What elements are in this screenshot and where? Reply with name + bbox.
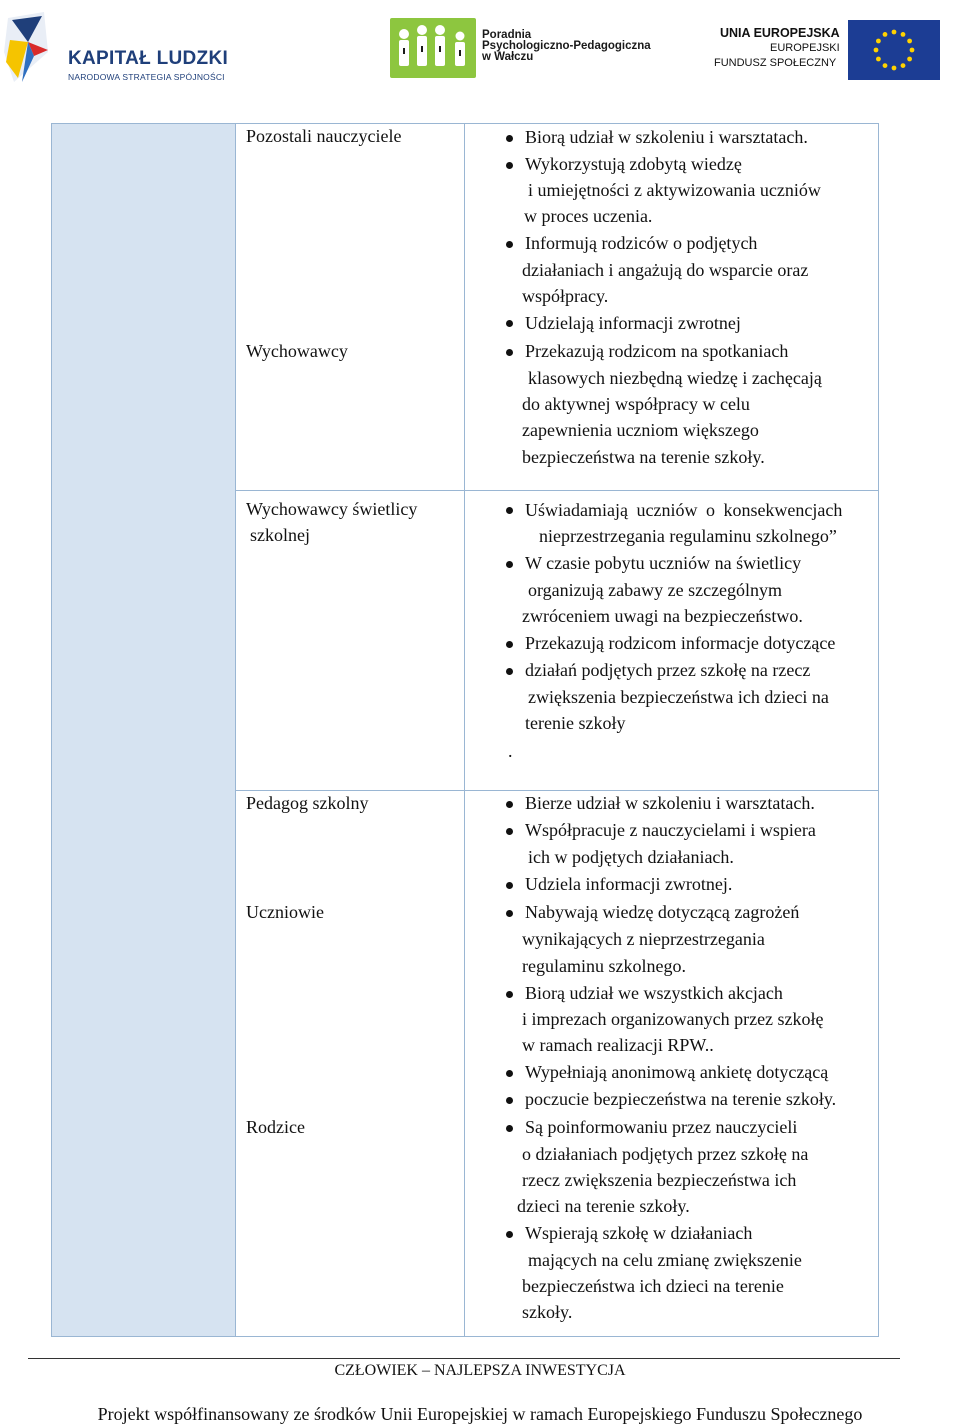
bullet-icon [506,882,513,889]
duty-line: i umiejętności z aktywizowania uczniów [528,180,821,200]
duty-line: Biorą udział w szkoleniu i warsztatach. [525,127,808,147]
duty-line: szkoły. [522,1302,573,1322]
duty-line: o działaniach podjętych przez szkołę na [522,1144,809,1164]
duty-line: Uświadamiają uczniów o konsekwencjach [525,500,843,520]
duty-line: W czasie pobytu uczniów na świetlicy [525,553,802,573]
bullet-icon [506,1231,513,1238]
duty-line: zapewnienia uczniom większego [522,420,759,440]
duty-line: bezpieczeństwa ich dzieci na terenie [522,1276,784,1296]
bullet-icon [506,801,513,808]
duty-line: Współpracuje z nauczycielami i wspiera [525,820,816,840]
duty-line: wynikających z nieprzestrzegania [522,929,765,949]
duty-line: bezpieczeństwa na terenie szkoły. [522,447,765,467]
role-label: Wychowawcy [246,341,348,361]
kapital-ludzki-star-icon [4,12,56,86]
poradnia-figures-icon [390,18,476,78]
duty-line: mających na celu zmianę zwiększenie [528,1250,802,1270]
bullet-icon [506,991,513,998]
bullet-icon [506,1070,513,1077]
duty-line: Wypełniają anonimową ankietę dotyczącą [525,1062,829,1082]
duty-line: działań podjętych przez szkołę na rzecz [525,660,811,680]
duty-line: i imprezach organizowanych przez szkołę [522,1009,824,1029]
kapital-ludzki-title: KAPITAŁ LUDZKI [68,48,229,69]
role-label: Pozostali nauczyciele [246,126,402,146]
role-label: Pedagog szkolny [246,793,369,813]
bullet-icon [506,561,513,568]
duty-line: rzecz zwiększenia bezpieczeństwa ich [522,1170,797,1190]
duty-line: Wykorzystują zdobytą wiedzę [525,154,742,174]
unia-europejska-logo [700,0,958,96]
duty-line: regulaminu szkolnego. [522,956,686,976]
ue-fund-line1: EUROPEJSKI [770,42,840,54]
duty-line: Informują rodziców o podjętych [525,233,758,253]
bullet-icon [506,241,513,248]
role-label: Uczniowie [246,902,324,922]
role-label: Rodzice [246,1117,305,1137]
ue-fund-line2: FUNDUSZ SPOŁECZNY [714,57,837,69]
duty-line: dzieci na terenie szkoły. [517,1196,690,1216]
duty-line: Biorą udział we wszystkich akcjach [525,983,783,1003]
duty-line: w ramach realizacji RPW.. [522,1035,714,1055]
bullet-icon [506,162,513,169]
duty-line: Przekazują rodzicom na spotkaniach [525,341,789,361]
bullet-icon [506,349,513,356]
duty-line: . [508,741,513,761]
ue-title: UNIA EUROPEJSKA [720,26,840,40]
role-label: Wychowawcy świetlicy [246,499,418,519]
duty-line: organizują zabawy ze szczególnym [528,580,783,600]
footer-project-note: Projekt współfinansowany ze środków Unii Europejskiej w ramach Europejskiego Funduszu Społecznego [97,1404,863,1424]
duty-line: Bierze udział w szkoleniu i warsztatach. [525,793,815,813]
duty-line: Udzielają informacji zwrotnej [525,313,741,333]
bullet-icon [506,320,513,327]
duty-line: w proces uczenia. [524,206,653,226]
row-divider [236,490,878,491]
kapital-ludzki-logo [4,12,244,90]
bullet-icon [506,135,513,142]
duty-line: Przekazują rodzicom informacje dotyczące [525,633,836,653]
duty-line: zwiększenia bezpieczeństwa ich dzieci na [528,687,829,707]
duty-line: współpracy. [522,286,609,306]
bullet-icon [506,910,513,917]
column-divider [464,124,465,1336]
bullet-icon [506,828,513,835]
duty-line: nieprzestrzegania regulaminu szkolnego” [539,526,837,546]
duty-line: terenie szkoły [525,713,626,733]
bullet-icon [506,668,513,675]
duty-line: poczucie bezpieczeństwa na terenie szkoły. [525,1089,837,1109]
duty-line: działaniach i angażują do wsparcie oraz [522,260,809,280]
poradnia-name: Poradnia Psychologiczno-Pedagogiczna w Wałczu [482,29,651,63]
duty-line: klasowych niezbędną wiedzę i zachęcają [528,368,822,388]
bullet-icon [506,1125,513,1132]
duty-line: zwróceniem uwagi na bezpieczeństwo. [522,606,803,626]
role-label: szkolnej [250,525,310,545]
footer-slogan: CZŁOWIEK – NAJLEPSZA INWESTYCJA [334,1362,626,1379]
footer-divider [28,1358,900,1359]
bullet-icon [506,507,513,514]
kapital-ludzki-subtitle: NARODOWA STRATEGIA SPÓJNOŚCI [68,72,225,82]
duty-line: Udziela informacji zwrotnej. [525,874,733,894]
duty-line: Są poinformowaniu przez nauczycieli [525,1117,798,1137]
duty-line: Nabywają wiedzę dotyczącą zagrożeń [525,902,800,922]
bullet-icon [506,641,513,648]
poradnia-logo [390,18,660,82]
column-divider [235,124,236,1336]
eu-flag-icon [848,20,940,80]
bullet-icon [506,1097,513,1104]
duty-line: do aktywnej współpracy w celu [522,394,750,414]
duty-line: ich w podjętych działaniach. [528,847,734,867]
duty-line: Wspierają szkołę w działaniach [525,1223,753,1243]
